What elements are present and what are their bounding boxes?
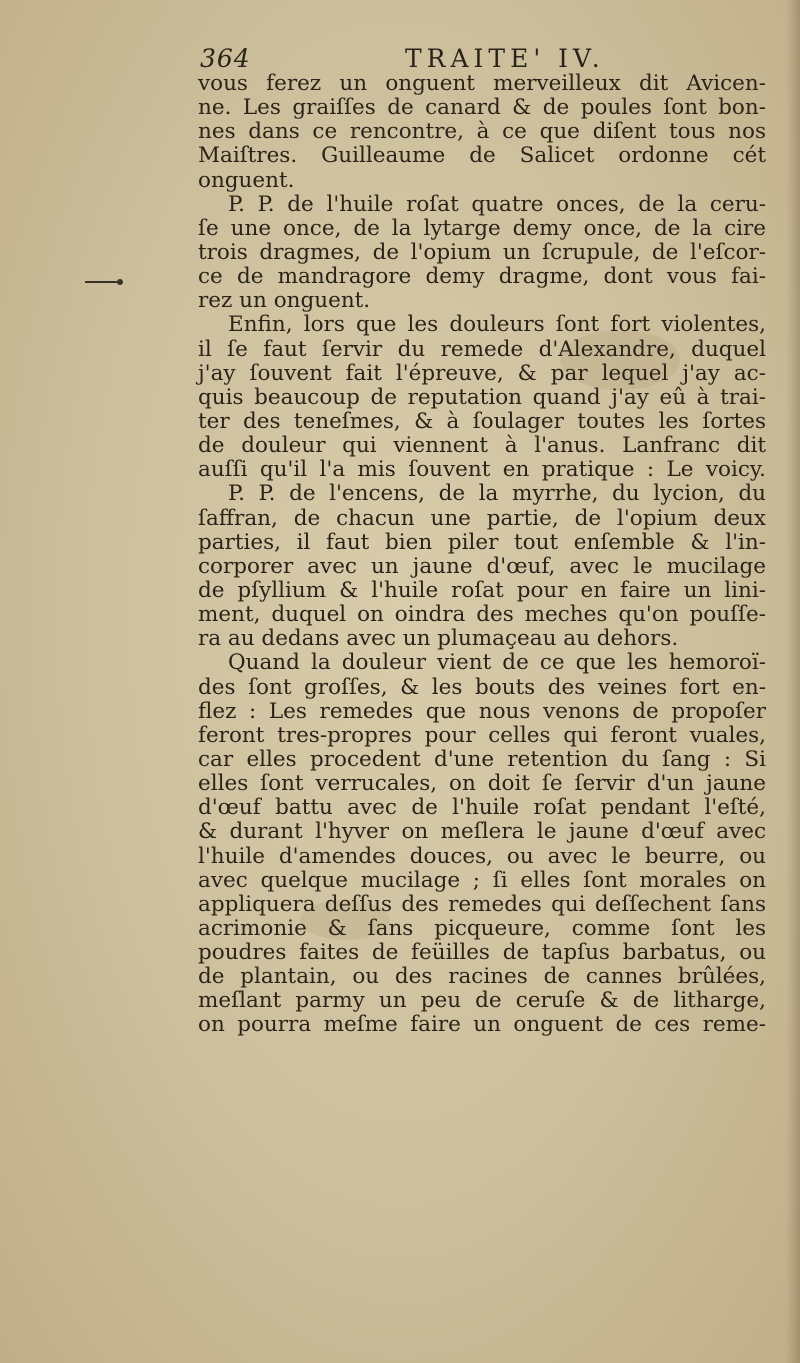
text-line: Enfin, lors que les douleurs ſont fort violentes, <box>228 312 766 338</box>
text-line: Maiſtres. Guilleaume de Salicet ordonne cét <box>198 143 766 169</box>
text-line: ſe une once, de la lytarge demy once, de la cire <box>198 215 766 241</box>
text-line: feront tres-propres pour celles qui feront vuales, <box>198 722 766 748</box>
text-line: ter des teneſmes, & à ſoulager toutes les ſortes <box>198 408 766 434</box>
text-line: onguent. <box>198 167 295 193</box>
text-line: P. P. de l'encens, de la myrrhe, du lycion, du <box>228 481 766 507</box>
text-line: on pourra meſme faire un onguent de ces reme- <box>198 1012 766 1038</box>
text-line: auſſi qu'il l'a mis ſouvent en pratique : Le voicy. <box>198 457 766 483</box>
text-line: de plantain, ou des racines de cannes brûlées, <box>198 964 766 990</box>
text-line: elles ſont verrucales, on doit ſe ſervir d'un jaune <box>198 771 766 797</box>
text-line: & durant l'hyver on meſlera le jaune d'œuf avec <box>198 819 766 845</box>
text-line: ſaffran, de chacun une partie, de l'opium deux <box>198 505 766 531</box>
text-line: de douleur qui viennent à l'anus. Lanfranc dit <box>198 433 766 459</box>
text-line: car elles procedent d'une retention du ſang : Si <box>198 746 766 772</box>
text-line: acrimonie & ſans picqueure, comme ſont les <box>198 915 766 941</box>
text-line: ra au dedans avec un plumaçeau au dehors. <box>198 626 679 652</box>
text-line: corporer avec un jaune d'œuf, avec le mucilage <box>198 553 766 579</box>
text-line: parties, il faut bien piler tout enſemble & l'in- <box>198 529 766 555</box>
text-line: j'ay ſouvent fait l'épreuve, & par lequel j'ay ac- <box>198 360 766 386</box>
text-line: ne. Les graiſſes de canard & de poules ſont bon- <box>198 95 766 121</box>
running-title: TRAITE' IV. <box>405 44 605 73</box>
text-line: nes dans ce rencontre, à ce que diſent tous nos <box>198 119 766 145</box>
text-line: rez un onguent. <box>198 288 371 314</box>
text-line: ment, duquel on oindra des meches qu'on pouſſe- <box>198 602 766 628</box>
text-line: vous ferez un onguent merveilleux dit Avicen- <box>198 71 766 96</box>
text-line: de pſyllium & l'huile roſat pour en faire un lini- <box>198 577 766 603</box>
text-line: il ſe faut ſervir du remede d'Alexandre, duquel <box>198 336 766 362</box>
margin-pointer-mark <box>85 281 119 283</box>
text-line: poudres faites de feüilles de tapſus barbatus, ou <box>198 940 766 966</box>
text-line: Quand la douleur vient de ce que les hemoroï- <box>228 650 766 676</box>
text-line: P. P. de l'huile roſat quatre onces, de la ceru- <box>228 191 766 217</box>
text-line: l'huile d'amendes douces, ou avec le beurre, ou <box>198 843 766 869</box>
text-line: flez : Les remedes que nous venons de propoſer <box>198 698 766 724</box>
text-line: trois dragmes, de l'opium un ſcrupule, de l'eſcor- <box>198 239 766 265</box>
text-line: appliquera deſſus des remedes qui deſſechent ſans <box>198 891 766 917</box>
page-number: 364 <box>200 44 251 73</box>
text-line: ce de mandragore demy dragme, dont vous fai- <box>198 264 766 290</box>
text-line: avec quelque mucilage ; ſi elles ſont morales on <box>198 867 766 893</box>
text-line: des ſont groſſes, & les bouts des veines fort en- <box>198 674 766 700</box>
text-line: quis beaucoup de reputation quand j'ay eû à trai- <box>198 384 766 410</box>
text-line: meſlant parmy un peu de ceruſe & de litharge, <box>198 988 766 1014</box>
page-edge-shadow <box>786 0 800 1363</box>
text-body <box>198 72 766 1038</box>
text-line: d'œuf battu avec de l'huile roſat pendant l'eſté, <box>198 795 766 821</box>
